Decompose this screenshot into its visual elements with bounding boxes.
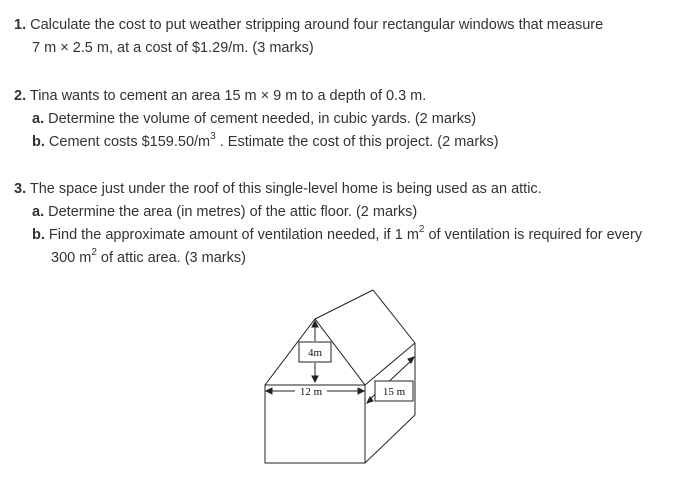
subquestion-label: b. bbox=[32, 227, 45, 243]
subquestion-text-end: of ventilation is required for every bbox=[424, 227, 643, 243]
question-2 bbox=[14, 85, 684, 154]
question-number: 1. bbox=[14, 17, 27, 33]
subquestion-label: b. bbox=[32, 134, 45, 150]
subquestion-a bbox=[14, 108, 684, 131]
subquestion-a bbox=[14, 201, 684, 224]
roof-ridge bbox=[315, 290, 373, 319]
arrowhead-down bbox=[312, 376, 318, 382]
subquestion-text-end: of attic area. (3 marks) bbox=[96, 250, 246, 266]
question-1 bbox=[14, 14, 684, 60]
depth-label: 15 m bbox=[382, 386, 406, 398]
question-text-continued: 7 m × 2.5 m, at a cost of $1.29/m. (3 marks) bbox=[32, 40, 314, 56]
arrowhead-front bbox=[367, 397, 373, 403]
arrowhead-right bbox=[358, 388, 364, 394]
arrowhead-left bbox=[266, 388, 272, 394]
question-text: Tina wants to cement an area 15 m × 9 m to a depth of 0.3 m. bbox=[29, 88, 427, 104]
roof-back-edge bbox=[373, 290, 415, 343]
subquestion-label: a. bbox=[32, 204, 45, 220]
height-label: 4m bbox=[307, 347, 323, 359]
question-text: The space just under the roof of this single-level home is being used as an attic. bbox=[29, 181, 542, 197]
question-number: 2. bbox=[14, 88, 27, 104]
question-number: 3. bbox=[14, 181, 27, 197]
subquestion-text: 300 m bbox=[51, 250, 92, 266]
subquestion-text-end: . Estimate the cost of this project. (2 marks) bbox=[215, 134, 499, 150]
side-wall-base bbox=[365, 415, 415, 463]
subquestion-b bbox=[14, 131, 684, 154]
question-text: Calculate the cost to put weather stripping around four rectangular windows that measure bbox=[30, 17, 604, 33]
subquestion-b bbox=[14, 224, 684, 247]
subquestion-text: Find the approximate amount of ventilation needed, if 1 m bbox=[48, 227, 419, 243]
superscript: 2 bbox=[418, 224, 425, 236]
house-diagram bbox=[255, 287, 430, 477]
subquestion-label: a. bbox=[32, 111, 45, 127]
width-label: 12 m bbox=[299, 386, 323, 398]
question-3 bbox=[14, 178, 684, 270]
subquestion-text: Determine the area (in metres) of the attic floor. (2 marks) bbox=[48, 204, 418, 220]
subquestion-text: Determine the volume of cement needed, in cubic yards. (2 marks) bbox=[48, 111, 477, 127]
subquestion-text: Cement costs $159.50/m bbox=[48, 134, 211, 150]
arrowhead-back bbox=[408, 357, 414, 363]
superscript: 3 bbox=[210, 131, 216, 143]
subquestion-b-continued bbox=[14, 247, 684, 270]
superscript: 2 bbox=[91, 247, 97, 259]
